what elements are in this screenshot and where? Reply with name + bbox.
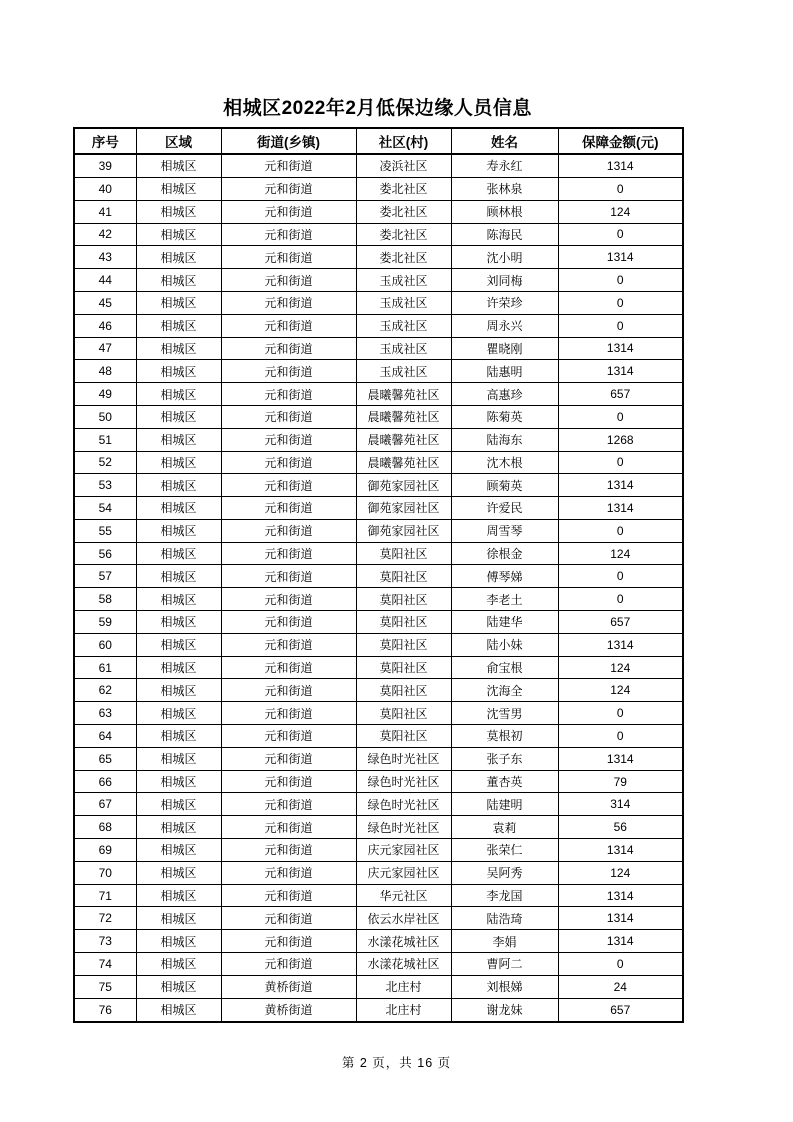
cell-street: 元和街道	[221, 793, 356, 816]
cell-street: 元和街道	[221, 907, 356, 930]
cell-name: 曹阿二	[451, 953, 558, 976]
cell-amount: 0	[558, 702, 683, 725]
cell-name: 许爱民	[451, 497, 558, 520]
table-row	[74, 679, 683, 702]
cell-serial: 49	[74, 383, 136, 406]
cell-district: 相城区	[136, 930, 221, 953]
cell-community: 玉成社区	[356, 269, 451, 292]
cell-amount: 1314	[558, 633, 683, 656]
cell-district: 相城区	[136, 975, 221, 998]
cell-amount: 79	[558, 770, 683, 793]
cell-serial: 69	[74, 839, 136, 862]
cell-amount: 657	[558, 611, 683, 634]
cell-serial: 75	[74, 975, 136, 998]
table-row	[74, 998, 683, 1022]
cell-community: 莫阳社区	[356, 702, 451, 725]
cell-community: 绿色时光社区	[356, 747, 451, 770]
table-row	[74, 953, 683, 976]
table-row	[74, 383, 683, 406]
cell-serial: 54	[74, 497, 136, 520]
cell-district: 相城区	[136, 679, 221, 702]
cell-name: 周永兴	[451, 314, 558, 337]
table-row	[74, 542, 683, 565]
table-row	[74, 770, 683, 793]
cell-street: 元和街道	[221, 747, 356, 770]
cell-serial: 59	[74, 611, 136, 634]
cell-name: 李老土	[451, 588, 558, 611]
cell-serial: 55	[74, 519, 136, 542]
cell-community: 御苑家园社区	[356, 474, 451, 497]
cell-community: 北庄村	[356, 998, 451, 1022]
cell-serial: 48	[74, 360, 136, 383]
cell-serial: 60	[74, 633, 136, 656]
table-body	[74, 154, 683, 1022]
cell-serial: 65	[74, 747, 136, 770]
cell-district: 相城区	[136, 884, 221, 907]
cell-community: 绿色时光社区	[356, 816, 451, 839]
cell-serial: 67	[74, 793, 136, 816]
cell-name: 陆建明	[451, 793, 558, 816]
cell-community: 玉成社区	[356, 337, 451, 360]
cell-name: 傅琴娣	[451, 565, 558, 588]
cell-community: 娄北社区	[356, 246, 451, 269]
cell-serial: 61	[74, 656, 136, 679]
cell-name: 李龙国	[451, 884, 558, 907]
cell-community: 北庄村	[356, 975, 451, 998]
cell-name: 徐根金	[451, 542, 558, 565]
cell-district: 相城区	[136, 200, 221, 223]
cell-community: 娄北社区	[356, 223, 451, 246]
cell-community: 莫阳社区	[356, 565, 451, 588]
cell-street: 元和街道	[221, 200, 356, 223]
cell-name: 陈菊英	[451, 405, 558, 428]
cell-amount: 1314	[558, 497, 683, 520]
cell-name: 刘根娣	[451, 975, 558, 998]
cell-name: 李娟	[451, 930, 558, 953]
cell-district: 相城区	[136, 656, 221, 679]
table-row	[74, 177, 683, 200]
cell-community: 绿色时光社区	[356, 793, 451, 816]
cell-name: 谢龙妹	[451, 998, 558, 1022]
cell-community: 莫阳社区	[356, 588, 451, 611]
cell-serial: 45	[74, 291, 136, 314]
cell-district: 相城区	[136, 177, 221, 200]
cell-serial: 51	[74, 428, 136, 451]
cell-district: 相城区	[136, 565, 221, 588]
benefit-roster-table	[73, 127, 684, 1023]
cell-serial: 52	[74, 451, 136, 474]
cell-street: 元和街道	[221, 542, 356, 565]
cell-community: 依云水岸社区	[356, 907, 451, 930]
table-row	[74, 975, 683, 998]
table-row	[74, 451, 683, 474]
cell-name: 陆惠明	[451, 360, 558, 383]
cell-name: 顾林根	[451, 200, 558, 223]
cell-street: 元和街道	[221, 474, 356, 497]
cell-name: 董杏英	[451, 770, 558, 793]
table-row	[74, 725, 683, 748]
cell-amount: 1314	[558, 360, 683, 383]
cell-name: 吴阿秀	[451, 861, 558, 884]
cell-street: 元和街道	[221, 702, 356, 725]
cell-amount: 0	[558, 519, 683, 542]
cell-serial: 68	[74, 816, 136, 839]
table-row	[74, 519, 683, 542]
cell-street: 元和街道	[221, 930, 356, 953]
cell-district: 相城区	[136, 154, 221, 177]
cell-amount: 0	[558, 588, 683, 611]
cell-name: 陆浩琦	[451, 907, 558, 930]
cell-serial: 39	[74, 154, 136, 177]
cell-street: 元和街道	[221, 861, 356, 884]
cell-street: 元和街道	[221, 337, 356, 360]
cell-serial: 70	[74, 861, 136, 884]
cell-amount: 56	[558, 816, 683, 839]
cell-district: 相城区	[136, 269, 221, 292]
table-row	[74, 793, 683, 816]
cell-name: 沈海全	[451, 679, 558, 702]
cell-district: 相城区	[136, 428, 221, 451]
cell-district: 相城区	[136, 816, 221, 839]
cell-district: 相城区	[136, 291, 221, 314]
cell-serial: 63	[74, 702, 136, 725]
cell-district: 相城区	[136, 998, 221, 1022]
cell-community: 御苑家园社区	[356, 519, 451, 542]
cell-district: 相城区	[136, 451, 221, 474]
cell-name: 张荣仁	[451, 839, 558, 862]
cell-street: 元和街道	[221, 588, 356, 611]
cell-district: 相城区	[136, 702, 221, 725]
cell-community: 玉成社区	[356, 314, 451, 337]
cell-name: 高惠珍	[451, 383, 558, 406]
cell-community: 莫阳社区	[356, 679, 451, 702]
cell-serial: 42	[74, 223, 136, 246]
cell-street: 元和街道	[221, 656, 356, 679]
cell-amount: 1314	[558, 154, 683, 177]
cell-community: 娄北社区	[356, 177, 451, 200]
cell-street: 元和街道	[221, 611, 356, 634]
cell-amount: 1314	[558, 884, 683, 907]
cell-amount: 124	[558, 861, 683, 884]
cell-amount: 124	[558, 656, 683, 679]
cell-amount: 1314	[558, 246, 683, 269]
page-title: 相城区2022年2月低保边缘人员信息	[223, 98, 532, 119]
cell-name: 俞宝根	[451, 656, 558, 679]
cell-district: 相城区	[136, 337, 221, 360]
table-row	[74, 154, 683, 177]
cell-serial: 50	[74, 405, 136, 428]
col-header-serial: 序号	[74, 128, 136, 154]
cell-name: 寿永红	[451, 154, 558, 177]
col-header-name: 姓名	[451, 128, 558, 154]
cell-serial: 43	[74, 246, 136, 269]
cell-community: 晨曦馨苑社区	[356, 383, 451, 406]
table-row	[74, 246, 683, 269]
cell-district: 相城区	[136, 793, 221, 816]
cell-district: 相城区	[136, 519, 221, 542]
cell-community: 玉成社区	[356, 291, 451, 314]
cell-serial: 73	[74, 930, 136, 953]
cell-community: 水漾花城社区	[356, 930, 451, 953]
cell-serial: 41	[74, 200, 136, 223]
cell-district: 相城区	[136, 542, 221, 565]
cell-street: 元和街道	[221, 884, 356, 907]
cell-district: 相城区	[136, 770, 221, 793]
table-row	[74, 884, 683, 907]
cell-name: 袁莉	[451, 816, 558, 839]
cell-district: 相城区	[136, 588, 221, 611]
table-row	[74, 223, 683, 246]
cell-district: 相城区	[136, 383, 221, 406]
cell-community: 绿色时光社区	[356, 770, 451, 793]
cell-district: 相城区	[136, 474, 221, 497]
cell-serial: 58	[74, 588, 136, 611]
cell-serial: 64	[74, 725, 136, 748]
cell-street: 元和街道	[221, 725, 356, 748]
table-row	[74, 747, 683, 770]
cell-street: 元和街道	[221, 291, 356, 314]
table-header-row	[74, 128, 683, 154]
cell-serial: 46	[74, 314, 136, 337]
col-header-street: 街道(乡镇)	[221, 128, 356, 154]
cell-community: 水漾花城社区	[356, 953, 451, 976]
cell-street: 元和街道	[221, 246, 356, 269]
cell-community: 玉成社区	[356, 360, 451, 383]
cell-serial: 76	[74, 998, 136, 1022]
page-number-footer: 第 2 页，共 16 页	[341, 1056, 452, 1070]
cell-community: 娄北社区	[356, 200, 451, 223]
cell-amount: 124	[558, 542, 683, 565]
cell-serial: 62	[74, 679, 136, 702]
table-row	[74, 291, 683, 314]
table-row	[74, 633, 683, 656]
table-row	[74, 656, 683, 679]
cell-amount: 1268	[558, 428, 683, 451]
cell-community: 御苑家园社区	[356, 497, 451, 520]
cell-serial: 71	[74, 884, 136, 907]
cell-district: 相城区	[136, 953, 221, 976]
cell-name: 莫根初	[451, 725, 558, 748]
cell-serial: 47	[74, 337, 136, 360]
cell-amount: 0	[558, 565, 683, 588]
cell-name: 刘同梅	[451, 269, 558, 292]
cell-name: 沈小明	[451, 246, 558, 269]
cell-community: 晨曦馨苑社区	[356, 428, 451, 451]
table-row	[74, 588, 683, 611]
table-row	[74, 839, 683, 862]
cell-amount: 1314	[558, 907, 683, 930]
table-row	[74, 611, 683, 634]
cell-community: 庆元家园社区	[356, 839, 451, 862]
cell-street: 元和街道	[221, 269, 356, 292]
col-header-district: 区域	[136, 128, 221, 154]
table-row	[74, 565, 683, 588]
cell-street: 元和街道	[221, 405, 356, 428]
cell-serial: 53	[74, 474, 136, 497]
table-row	[74, 200, 683, 223]
cell-community: 莫阳社区	[356, 725, 451, 748]
table-row	[74, 474, 683, 497]
cell-community: 庆元家园社区	[356, 861, 451, 884]
table-row	[74, 816, 683, 839]
cell-community: 莫阳社区	[356, 542, 451, 565]
cell-community: 莫阳社区	[356, 656, 451, 679]
cell-serial: 72	[74, 907, 136, 930]
cell-street: 黄桥街道	[221, 998, 356, 1022]
cell-community: 华元社区	[356, 884, 451, 907]
cell-amount: 0	[558, 314, 683, 337]
cell-street: 元和街道	[221, 360, 356, 383]
cell-amount: 657	[558, 383, 683, 406]
table-row	[74, 269, 683, 292]
cell-name: 许荣珍	[451, 291, 558, 314]
cell-amount: 1314	[558, 337, 683, 360]
cell-district: 相城区	[136, 633, 221, 656]
cell-street: 元和街道	[221, 428, 356, 451]
cell-street: 元和街道	[221, 816, 356, 839]
cell-amount: 0	[558, 725, 683, 748]
cell-serial: 57	[74, 565, 136, 588]
cell-street: 黄桥街道	[221, 975, 356, 998]
cell-amount: 24	[558, 975, 683, 998]
cell-street: 元和街道	[221, 633, 356, 656]
col-header-amount: 保障金额(元)	[558, 128, 683, 154]
cell-community: 凌浜社区	[356, 154, 451, 177]
cell-street: 元和街道	[221, 177, 356, 200]
cell-street: 元和街道	[221, 314, 356, 337]
cell-name: 瞿晓刚	[451, 337, 558, 360]
cell-district: 相城区	[136, 725, 221, 748]
cell-amount: 1314	[558, 839, 683, 862]
cell-serial: 56	[74, 542, 136, 565]
cell-amount: 314	[558, 793, 683, 816]
cell-amount: 657	[558, 998, 683, 1022]
cell-community: 莫阳社区	[356, 633, 451, 656]
cell-district: 相城区	[136, 907, 221, 930]
cell-amount: 1314	[558, 747, 683, 770]
table-row	[74, 405, 683, 428]
cell-name: 张林泉	[451, 177, 558, 200]
cell-district: 相城区	[136, 839, 221, 862]
cell-serial: 40	[74, 177, 136, 200]
cell-street: 元和街道	[221, 679, 356, 702]
table-row	[74, 702, 683, 725]
cell-serial: 44	[74, 269, 136, 292]
cell-serial: 74	[74, 953, 136, 976]
cell-district: 相城区	[136, 611, 221, 634]
cell-serial: 66	[74, 770, 136, 793]
table-row	[74, 314, 683, 337]
cell-district: 相城区	[136, 223, 221, 246]
cell-community: 晨曦馨苑社区	[356, 451, 451, 474]
cell-community: 莫阳社区	[356, 611, 451, 634]
cell-name: 周雪琴	[451, 519, 558, 542]
cell-street: 元和街道	[221, 519, 356, 542]
cell-amount: 0	[558, 451, 683, 474]
table-row	[74, 497, 683, 520]
cell-district: 相城区	[136, 246, 221, 269]
cell-district: 相城区	[136, 405, 221, 428]
cell-street: 元和街道	[221, 154, 356, 177]
cell-street: 元和街道	[221, 383, 356, 406]
cell-amount: 0	[558, 291, 683, 314]
cell-street: 元和街道	[221, 497, 356, 520]
cell-community: 晨曦馨苑社区	[356, 405, 451, 428]
cell-amount: 0	[558, 223, 683, 246]
cell-name: 陈海民	[451, 223, 558, 246]
cell-amount: 0	[558, 405, 683, 428]
table-row	[74, 360, 683, 383]
cell-name: 沈雪男	[451, 702, 558, 725]
cell-amount: 0	[558, 269, 683, 292]
cell-district: 相城区	[136, 861, 221, 884]
table-row	[74, 428, 683, 451]
cell-name: 沈木根	[451, 451, 558, 474]
cell-street: 元和街道	[221, 953, 356, 976]
table-row	[74, 861, 683, 884]
cell-district: 相城区	[136, 314, 221, 337]
table-row	[74, 907, 683, 930]
cell-district: 相城区	[136, 497, 221, 520]
col-header-community: 社区(村)	[356, 128, 451, 154]
cell-amount: 0	[558, 177, 683, 200]
table-row	[74, 337, 683, 360]
cell-name: 陆建华	[451, 611, 558, 634]
cell-name: 张子东	[451, 747, 558, 770]
cell-street: 元和街道	[221, 839, 356, 862]
cell-name: 顾菊英	[451, 474, 558, 497]
cell-district: 相城区	[136, 360, 221, 383]
cell-street: 元和街道	[221, 223, 356, 246]
table-row	[74, 930, 683, 953]
cell-amount: 1314	[558, 930, 683, 953]
cell-amount: 1314	[558, 474, 683, 497]
cell-street: 元和街道	[221, 565, 356, 588]
cell-street: 元和街道	[221, 770, 356, 793]
cell-amount: 124	[558, 679, 683, 702]
cell-amount: 124	[558, 200, 683, 223]
cell-name: 陆海东	[451, 428, 558, 451]
cell-amount: 0	[558, 953, 683, 976]
cell-street: 元和街道	[221, 451, 356, 474]
cell-district: 相城区	[136, 747, 221, 770]
cell-name: 陆小妹	[451, 633, 558, 656]
